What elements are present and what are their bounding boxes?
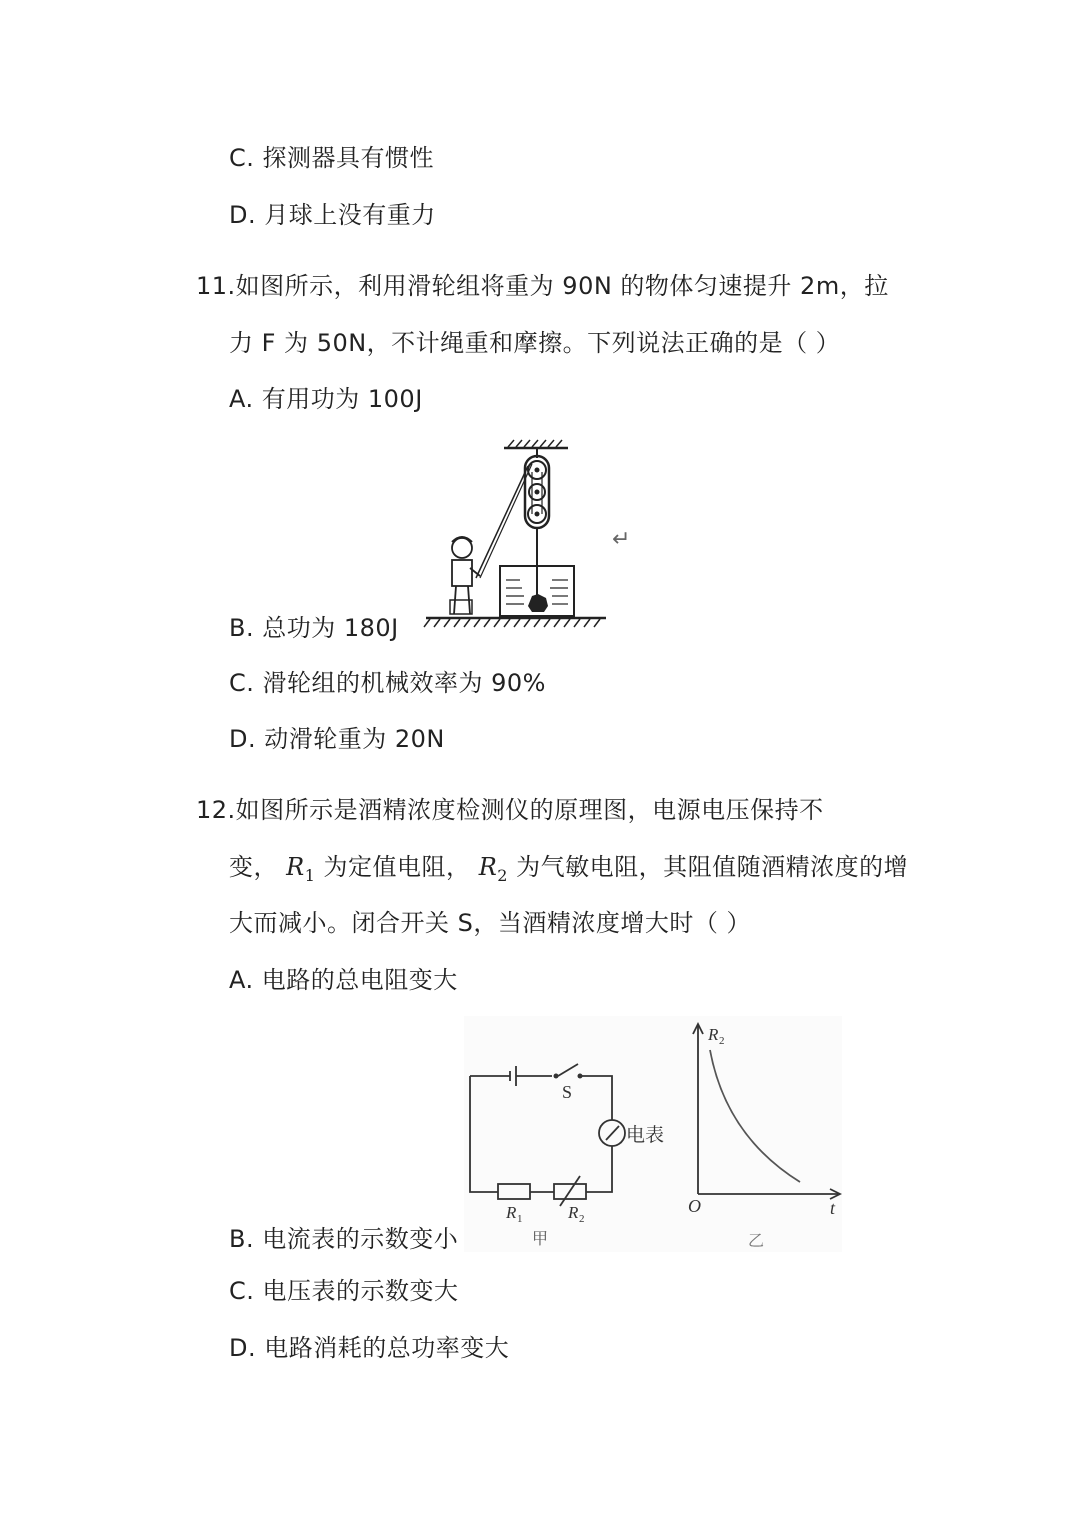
meter-label: 电表 bbox=[626, 1124, 665, 1146]
circuit-graph-figure bbox=[464, 1016, 842, 1252]
circuit-caption: 甲 bbox=[532, 1229, 549, 1248]
q11-stem-line1: 11.如图所示，利用滑轮组将重为 90N 的物体匀速提升 2m，拉 bbox=[196, 272, 889, 300]
circuit-r1-label: R bbox=[506, 1203, 517, 1222]
q12-option-d: D. 电路消耗的总功率变大 bbox=[229, 1334, 510, 1362]
graph-x-label: t bbox=[830, 1198, 836, 1218]
q11-option-c: C. 滑轮组的机械效率为 90% bbox=[229, 669, 546, 697]
r1-symbol: $R_1$ bbox=[286, 853, 316, 885]
switch-label: S bbox=[562, 1082, 573, 1102]
q12-option-b: B. 电流表的示数变小 bbox=[229, 1225, 459, 1253]
q11-option-a: A. 有用功为 100J bbox=[229, 385, 423, 413]
q10-option-c: C. 探测器具有惯性 bbox=[229, 144, 435, 172]
q12-option-c: C. 电压表的示数变大 bbox=[229, 1277, 459, 1305]
graph-y-label: R bbox=[708, 1025, 719, 1044]
circuit-r1-sub: 1 bbox=[517, 1213, 523, 1225]
circuit-r2-label: R bbox=[568, 1203, 579, 1222]
q11-stem-line2: 力 F 为 50N，不计绳重和摩擦。下列说法正确的是（ ） bbox=[229, 329, 841, 357]
q12-stem-line2 bbox=[229, 852, 908, 891]
figure-marker: ↵ bbox=[612, 527, 631, 552]
q11-option-b: B. 总功为 180J bbox=[229, 614, 399, 642]
graph-y-sub: 2 bbox=[719, 1035, 725, 1047]
graph-origin-label: O bbox=[688, 1196, 701, 1216]
q12-stem-line3: 大而减小。闭合开关 S，当酒精浓度增大时（ ） bbox=[229, 909, 751, 937]
pulley-figure bbox=[420, 438, 640, 634]
circuit-r2-sub: 2 bbox=[579, 1213, 585, 1225]
r2-symbol: $R_2$ bbox=[478, 853, 508, 885]
q12-stem-line1: 12.如图所示是酒精浓度检测仪的原理图，电源电压保持不 bbox=[196, 796, 824, 824]
q12-stem-line2-mid: 为定值电阻， bbox=[323, 853, 471, 881]
q12-stem-line2-post: 为气敏电阻，其阻值随酒精浓度的增 bbox=[516, 853, 909, 881]
q10-option-d: D. 月球上没有重力 bbox=[229, 201, 436, 229]
graph-caption: 乙 bbox=[748, 1231, 765, 1250]
q12-option-a: A. 电路的总电阻变大 bbox=[229, 966, 458, 994]
q12-stem-line2-pre: 变， bbox=[229, 853, 278, 881]
q11-option-d: D. 动滑轮重为 20N bbox=[229, 725, 445, 753]
